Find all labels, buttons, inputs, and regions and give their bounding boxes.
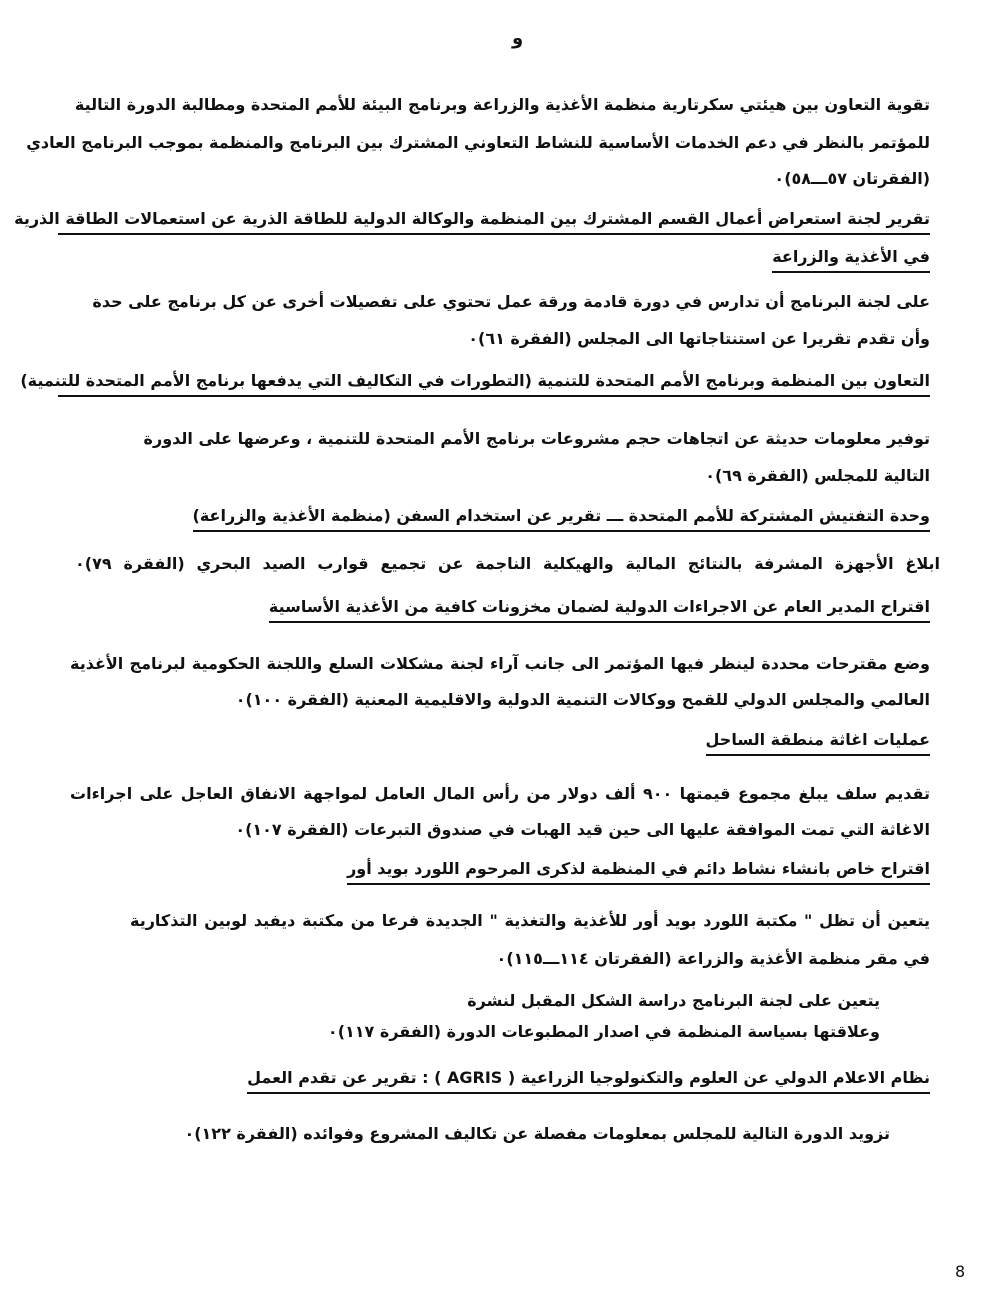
- paragraph-line: وأن تقدم تقريرا عن استنتاجاتها الى المجلس (الفقرة ٦١)٠: [468, 329, 930, 348]
- paragraph-line: للمؤتمر بالنظر في دعم الخدمات الأساسية للنشاط التعاوني المشترك بين البرنامج والمنظمة بموجب البرنامج العادي: [26, 133, 930, 152]
- paragraph-line: في مقر منظمة الأغذية والزراعة (الفقرتان ١١٤ـــ١١٥)٠: [496, 949, 930, 968]
- section-heading: نظام الاعلام الدولي عن العلوم والتكنولوجيا الزراعية ( AGRIS ) : تقرير عن تقدم العمل: [247, 1066, 930, 1094]
- paragraph-line: تقوية التعاون بين هيئتي سكرتارية منظمة الأغذية والزراعة وبرنامج البيئة للأمم المتحدة ومطالبة الدورة التالية: [74, 95, 930, 114]
- paragraph-line: تقديم سلف يبلغ مجموع قيمتها ٩٠٠ ألف دولار من رأس المال العامل لمواجهة الانفاق العاجل على اجراءات: [70, 784, 931, 803]
- section-heading: اقتراح خاص بانشاء نشاط دائم في المنظمة لذكرى المرحوم اللورد بويد أور: [347, 857, 930, 885]
- section-heading: وحدة التفتيش المشتركة للأمم المتحدة ـــ تقرير عن استخدام السفن (منظمة الأغذية والزراعة): [193, 504, 930, 532]
- paragraph-line: تزويد الدورة التالية للمجلس بمعلومات مفصلة عن تكاليف المشروع وفوائده (الفقرة ١٢٢)٠: [184, 1124, 890, 1143]
- paragraph-line: يتعين على لجنة البرنامج دراسة الشكل المقبل لنشرة: [467, 991, 880, 1010]
- paragraph-line: وضع مقترحات محددة لينظر فيها المؤتمر الى جانب آراء لجنة مشكلات السلع واللجنة الحكومية لبرنامج الأغذية: [70, 654, 930, 673]
- section-heading: اقتراح المدير العام عن الاجراءات الدولية لضمان مخزونات كافية من الأغذية الأساسية: [269, 595, 930, 623]
- page-number: 8: [955, 1262, 966, 1281]
- paragraph-line: يتعين أن تظل " مكتبة اللورد بويد أور للأغذية والتغذية " الجديدة فرعا من مكتبة ديفيد لوبين التذكارية: [130, 911, 930, 930]
- paragraph-line: على لجنة البرنامج أن تدارس في دورة قادمة ورقة عمل تحتوي على تفصيلات أخرى عن كل برنامج على حدة: [92, 292, 930, 311]
- paragraph-line: ابلاغ الأجهزة المشرفة بالنتائج المالية والهيكلية الناجمة عن تجميع قوارب الصيد البحري (الفقرة ٧٩)٠: [75, 554, 940, 573]
- paragraph-line: (الفقرتان ٥٧ـــ٥٨)٠: [774, 169, 930, 188]
- section-heading: التعاون بين المنظمة وبرنامج الأمم المتحدة للتنمية (التطورات في التكاليف التي يدفعها برنامج الأمم المتحدة للتنمية): [58, 369, 930, 397]
- section-heading: في الأغذية والزراعة: [772, 245, 930, 273]
- paragraph-line: توفير معلومات حديثة عن اتجاهات حجم مشروعات برنامج الأمم المتحدة للتنمية ، وعرضها على الدورة: [143, 429, 930, 448]
- paragraph-line: العالمي والمجلس الدولي للقمح ووكالات التنمية الدولية والاقليمية المعنية (الفقرة ١٠٠)٠: [235, 690, 930, 709]
- page-marker: و: [512, 28, 524, 49]
- section-heading: عمليات اغاثة منطقة الساحل: [706, 728, 930, 756]
- section-heading: تقرير لجنة استعراض أعمال القسم المشترك بين المنظمة والوكالة الدولية للطاقة الذرية عن استعمالات الطاقة الذرية: [58, 207, 930, 235]
- paragraph-line: وعلاقتها بسياسة المنظمة في اصدار المطبوعات الدورة (الفقرة ١١٧)٠: [327, 1022, 880, 1041]
- paragraph-line: التالية للمجلس (الفقرة ٦٩)٠: [705, 466, 930, 485]
- paragraph-line: الاغاثة التي تمت الموافقة عليها الى حين قيد الهبات في صندوق التبرعات (الفقرة ١٠٧)٠: [235, 820, 930, 839]
